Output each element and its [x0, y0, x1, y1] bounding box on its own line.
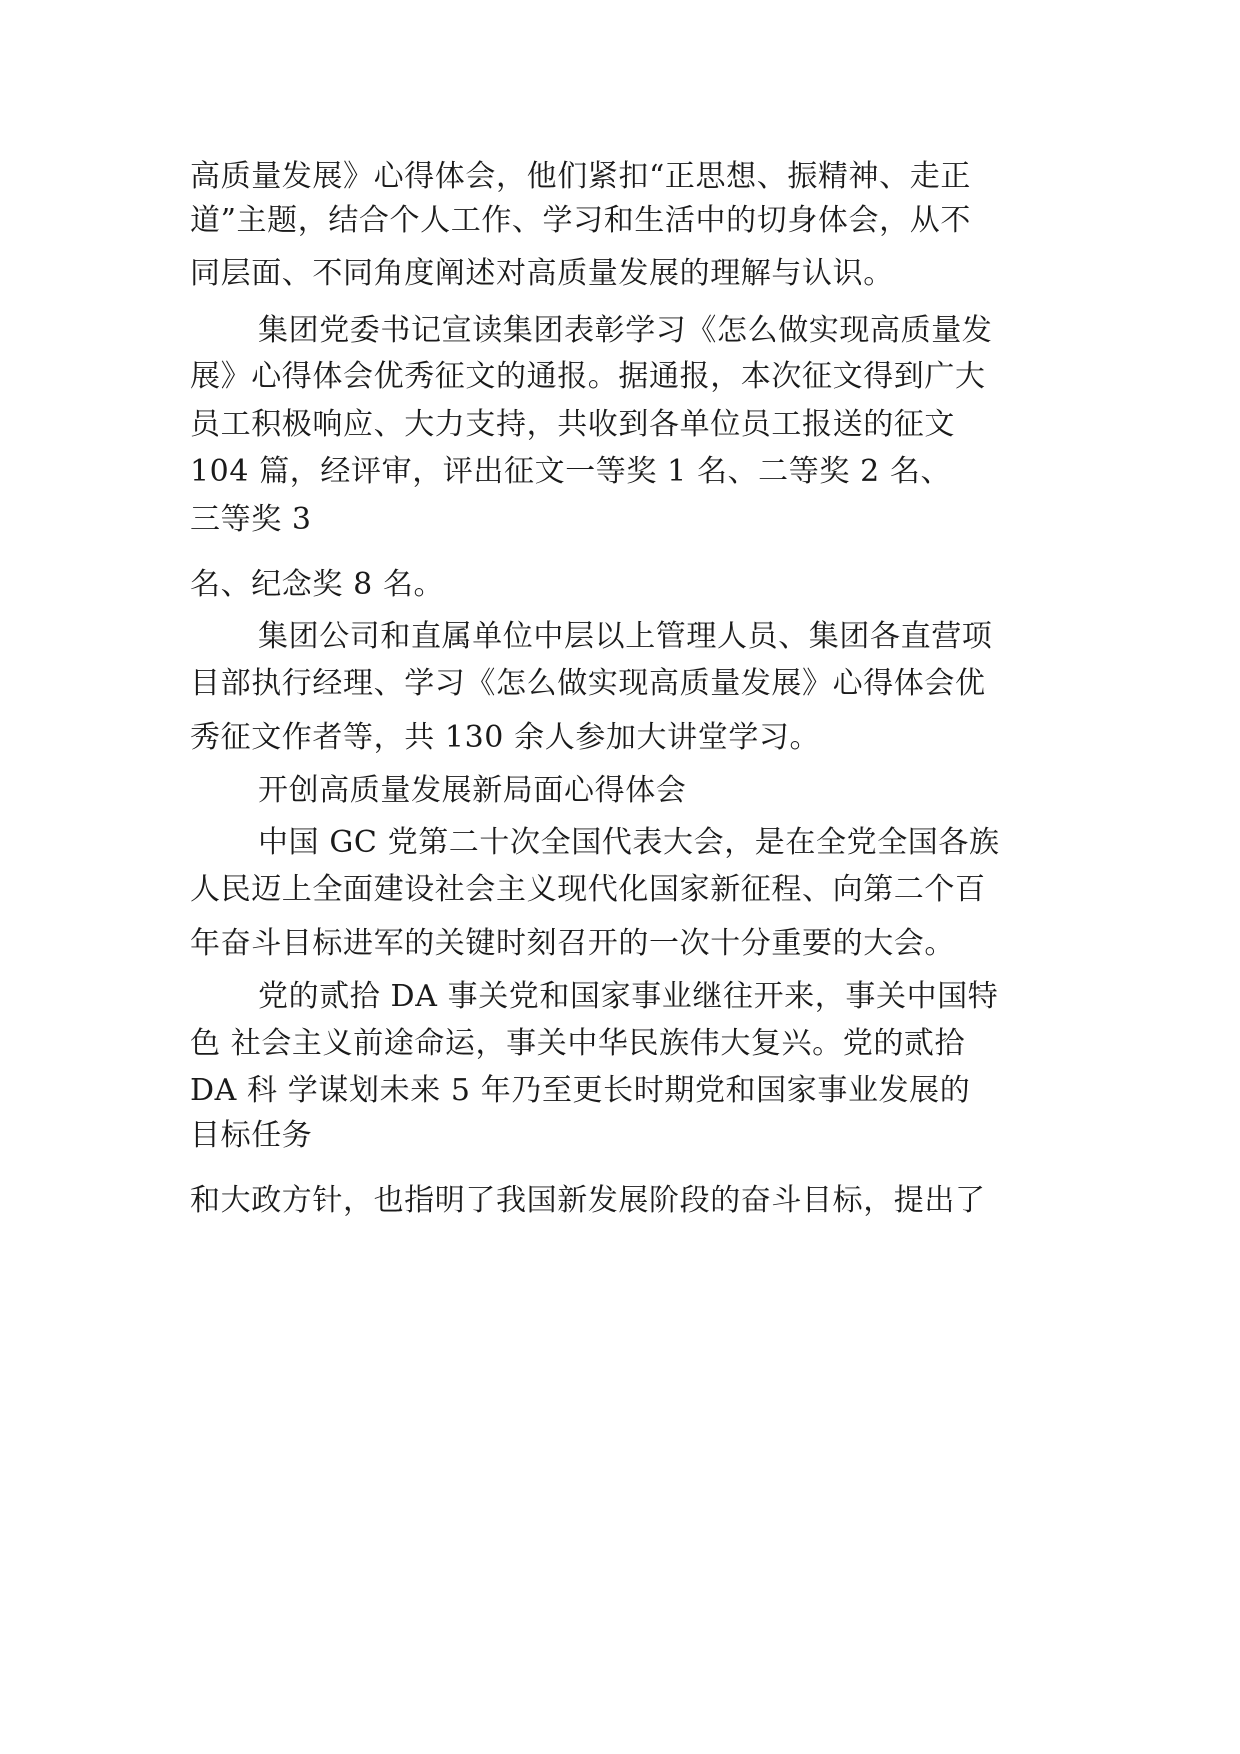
text-line: 名、纪念奖 8 名。 — [190, 567, 445, 602]
section-heading: 开创高质量发展新局面心得体会 — [258, 773, 687, 808]
text-line: 秀征文作者等，共 130 余人参加大讲堂学习。 — [190, 720, 821, 755]
text-line: 高质量发展》心得体会，他们紧扣“正思想、振精神、走正 — [190, 159, 971, 194]
text-line: 集团党委书记宣读集团表彰学习《怎么做实现高质量发 — [258, 313, 993, 348]
text-line: 色 社会主义前途命运，事关中华民族伟大复兴。党的贰拾 — [190, 1026, 966, 1061]
text-line: 展》心得体会优秀征文的通报。据通报，本次征文得到广大 — [190, 359, 986, 394]
text-line: 党的贰拾 DA 事关党和国家事业继往开来，事关中国特 — [258, 979, 999, 1014]
text-line: 中国 GC 党第二十次全国代表大会，是在全党全国各族 — [258, 825, 1000, 860]
text-line: 集团公司和直属单位中层以上管理人员、集团各直营项 — [258, 619, 993, 654]
text-line: 目部执行经理、学习《怎么做实现高质量发展》心得体会优 — [190, 666, 986, 701]
text-line: 目标任务 — [190, 1118, 313, 1153]
text-line: 104 篇，经评审，评出征文一等奖 1 名、二等奖 2 名、 — [190, 454, 952, 489]
text-line: 道”主题，结合个人工作、学习和生活中的切身体会，从不 — [190, 203, 971, 238]
text-line: 同层面、不同角度阐述对高质量发展的理解与认识。 — [190, 256, 894, 291]
text-line: 员工积极响应、大力支持，共收到各单位员工报送的征文 — [190, 407, 955, 442]
text-line: 年奋斗目标进军的关键时刻召开的一次十分重要的大会。 — [190, 926, 955, 961]
text-line: 和大政方针，也指明了我国新发展阶段的奋斗目标，提出了 — [190, 1183, 986, 1218]
text-line: 三等奖 3 — [190, 502, 312, 537]
text-line: 人民迈上全面建设社会主义现代化国家新征程、向第二个百 — [190, 872, 986, 907]
text-line: DA 科 学谋划未来 5 年乃至更长时期党和国家事业发展的 — [190, 1073, 971, 1108]
